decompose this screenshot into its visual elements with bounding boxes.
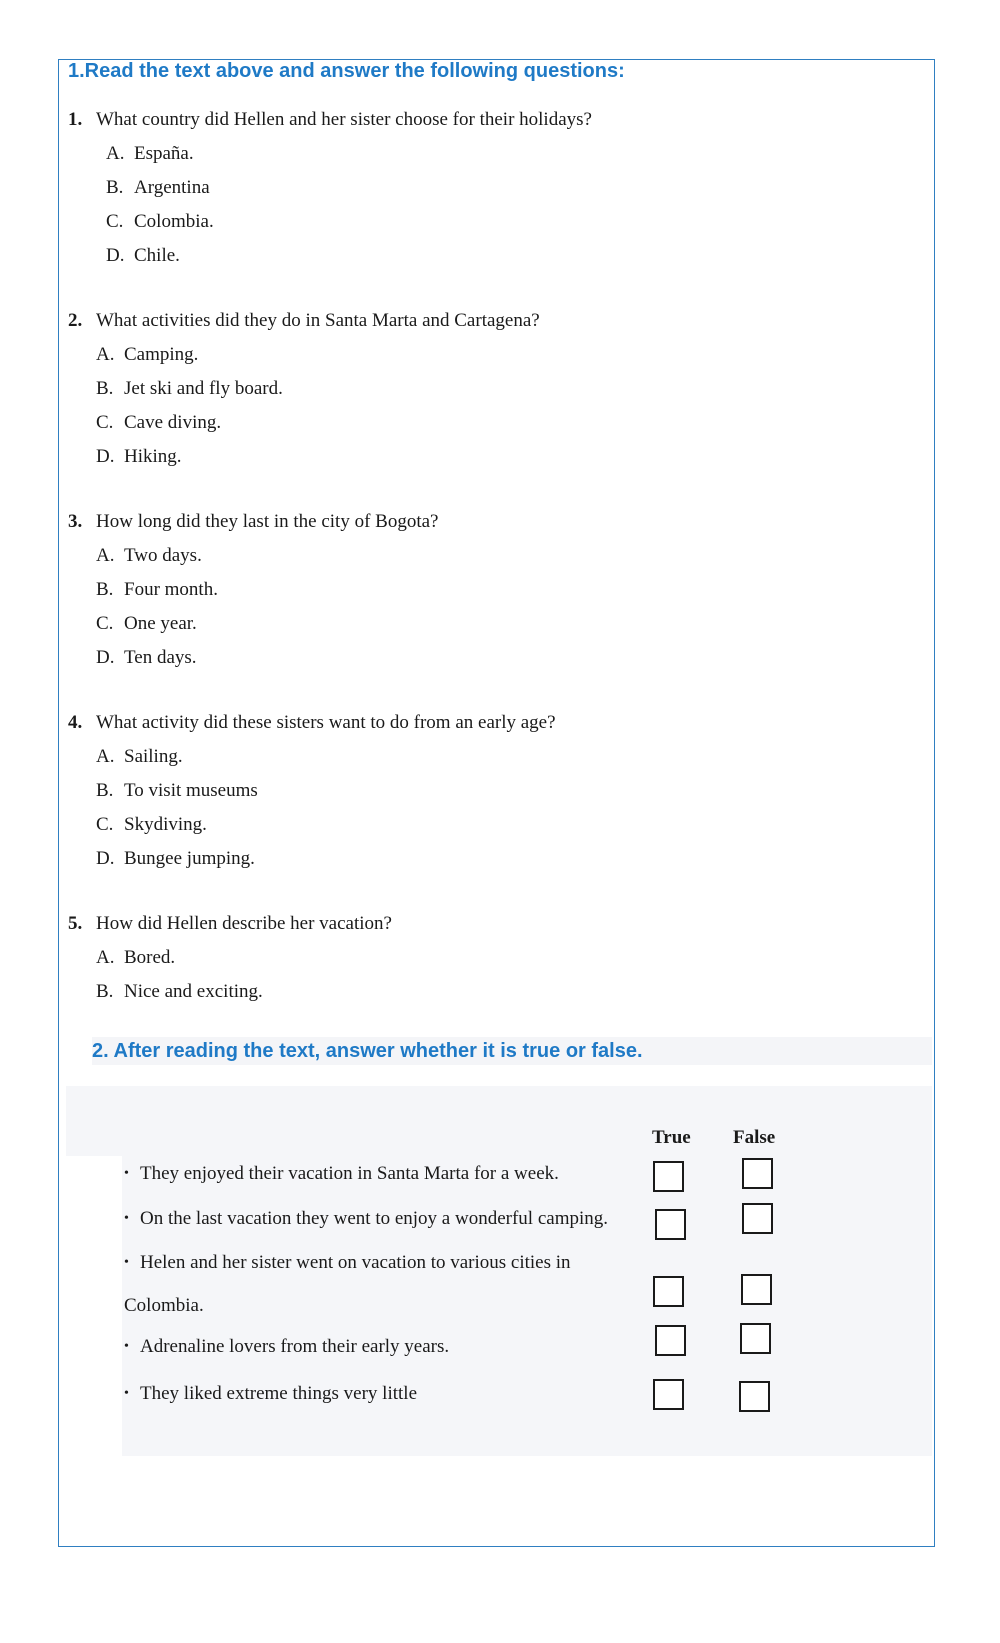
- question-text: What country did Hellen and her sister choose for their holidays?: [96, 109, 592, 130]
- tf-statement-3: • Helen and her sister went on vacation to various cities in: [124, 1252, 571, 1273]
- statement-2-false-checkbox[interactable]: [742, 1203, 773, 1234]
- tf-body-background: [122, 1156, 932, 1456]
- option-b[interactable]: B. Jet ski and fly board.: [96, 378, 283, 399]
- option-c[interactable]: C. Colombia.: [106, 211, 214, 232]
- statement-1-true-checkbox[interactable]: [653, 1161, 684, 1192]
- option-b[interactable]: B. To visit museums: [96, 780, 258, 801]
- option-c[interactable]: C. One year.: [96, 613, 197, 634]
- question-number: 5.: [68, 913, 83, 934]
- tf-statement-1: • They enjoyed their vacation in Santa Marta for a week.: [124, 1163, 559, 1184]
- question-number: 4.: [68, 712, 83, 733]
- question-text: What activity did these sisters want to do from an early age?: [96, 712, 556, 733]
- statement-4-true-checkbox[interactable]: [655, 1325, 686, 1356]
- question-text: How long did they last in the city of Bogota?: [96, 511, 439, 532]
- option-c[interactable]: C. Skydiving.: [96, 814, 207, 835]
- option-d[interactable]: D. Chile.: [106, 245, 180, 266]
- statement-4-false-checkbox[interactable]: [740, 1323, 771, 1354]
- statement-3-true-checkbox[interactable]: [653, 1276, 684, 1307]
- option-d[interactable]: D. Bungee jumping.: [96, 848, 255, 869]
- tf-statement-5: • They liked extreme things very little: [124, 1383, 418, 1404]
- question-number: 1.: [68, 109, 83, 130]
- true-column-header: True: [652, 1127, 691, 1148]
- option-a[interactable]: A. Two days.: [96, 545, 202, 566]
- option-a[interactable]: A. Camping.: [96, 344, 199, 365]
- option-c[interactable]: C. Cave diving.: [96, 412, 222, 433]
- false-column-header: False: [733, 1127, 776, 1148]
- option-d[interactable]: D. Ten days.: [96, 647, 197, 668]
- section-2-title: 2. After reading the text, answer whether it is true or false.: [92, 1037, 932, 1065]
- question-number: 2.: [68, 310, 83, 331]
- section-1-title: 1.Read the text above and answer the following questions:: [68, 60, 625, 82]
- question-text: What activities did they do in Santa Marta and Cartagena?: [96, 310, 540, 331]
- statement-3-false-checkbox[interactable]: [741, 1274, 772, 1305]
- option-a[interactable]: A. Bored.: [96, 947, 176, 968]
- option-b[interactable]: B. Nice and exciting.: [96, 981, 263, 1002]
- statement-5-false-checkbox[interactable]: [739, 1381, 770, 1412]
- question-3: [68, 505, 888, 675]
- statement-5-true-checkbox[interactable]: [653, 1379, 684, 1410]
- question-5: [68, 907, 888, 1009]
- question-text: How did Hellen describe her vacation?: [96, 913, 392, 934]
- statement-1-false-checkbox[interactable]: [742, 1158, 773, 1189]
- question-4: [68, 706, 888, 876]
- tf-statement-3-continued: Colombia.: [124, 1295, 204, 1316]
- tf-statement-2: • On the last vacation they went to enjoy a wonderful camping.: [124, 1208, 609, 1229]
- option-a[interactable]: A. España.: [106, 143, 194, 164]
- option-b[interactable]: B. Argentina: [106, 177, 210, 198]
- question-1: [68, 103, 888, 273]
- tf-statement-4: • Adrenaline lovers from their early years.: [124, 1336, 450, 1357]
- option-d[interactable]: D. Hiking.: [96, 446, 182, 467]
- statement-2-true-checkbox[interactable]: [655, 1209, 686, 1240]
- question-2: [68, 304, 888, 474]
- option-b[interactable]: B. Four month.: [96, 579, 218, 600]
- question-number: 3.: [68, 511, 83, 532]
- tf-header-background: [66, 1086, 932, 1156]
- option-a[interactable]: A. Sailing.: [96, 746, 183, 767]
